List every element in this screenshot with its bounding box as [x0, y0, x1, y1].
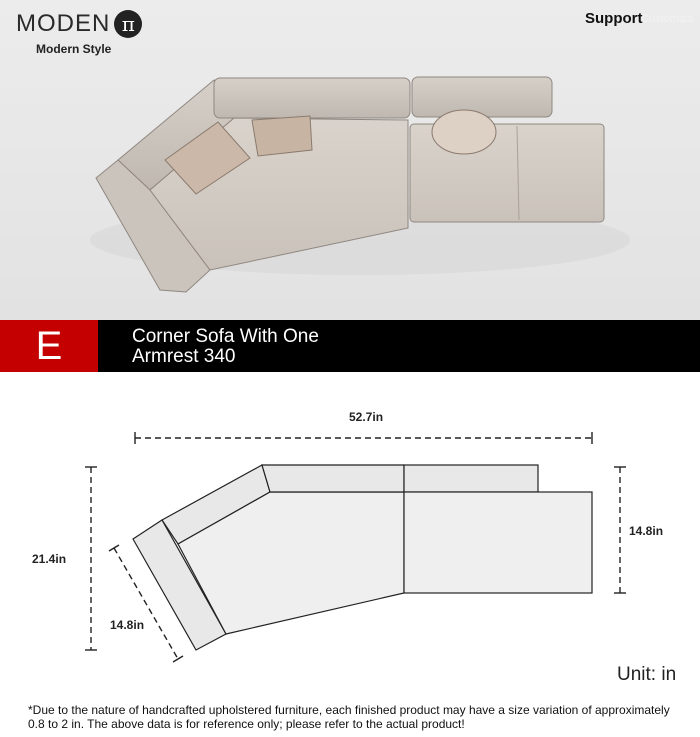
support-link[interactable]: Support — [585, 10, 643, 27]
title-band — [0, 320, 700, 372]
unit-label: Unit: in — [617, 664, 677, 685]
brand-logo[interactable] — [16, 10, 142, 38]
brand-tagline: Modern Style — [36, 42, 112, 56]
hero-section — [0, 0, 700, 320]
product-title-line2: Armrest 340 — [132, 346, 236, 367]
back-middle-piece — [262, 465, 404, 492]
armrest-label: 14.8in — [110, 618, 145, 632]
chaise-piece — [404, 492, 592, 593]
product-title — [132, 327, 372, 367]
brand-name: MODEN — [16, 10, 111, 37]
variant-badge — [0, 320, 98, 372]
product-title-line1: Corner Sofa With One — [132, 326, 319, 347]
depth-left-label: 21.4in — [32, 552, 67, 566]
pi-logo-icon: π — [114, 10, 142, 38]
back-right-piece — [404, 465, 538, 492]
dimension-diagram — [0, 372, 700, 702]
disclaimer-text: *Due to the nature of handcrafted upholstered furniture, each finished product may have a size variation of approximately 0.8 to 2 in. The above data is for reference only; please refer to the actual product! — [28, 703, 670, 731]
customize-link[interactable]: Customiza — [641, 13, 693, 25]
variant-letter: E — [35, 323, 63, 368]
depth-right-label: 14.8in — [629, 524, 664, 538]
width-label: 52.7in — [349, 410, 384, 424]
